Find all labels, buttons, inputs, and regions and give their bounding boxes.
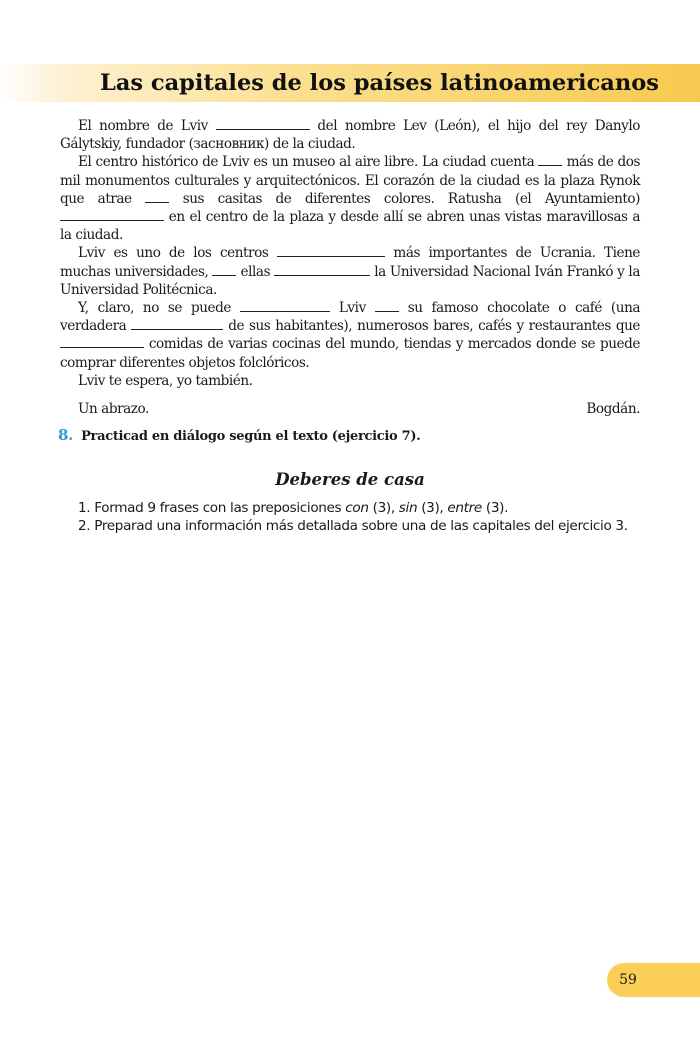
homework-list [60, 499, 640, 535]
blank-line[interactable] [277, 244, 385, 257]
letter-signoff [60, 400, 640, 418]
homework-item-2: 2. Preparad una información más detallada sobre una de las capitales del ejercicio 3. [78, 518, 628, 535]
blank-line[interactable] [274, 263, 370, 276]
text-span: comidas de varias cocinas del mundo, tiendas y mercados donde se puede comprar diferentes objetos folclóricos. [60, 336, 641, 371]
text-span: Y, claro, no se puede [78, 300, 231, 317]
blank-line[interactable] [212, 263, 236, 276]
letter-signature: Bogdán. [586, 401, 640, 418]
italic-word: sin [398, 500, 418, 516]
text-span: su famoso chocolate o café (una verdadera [60, 300, 641, 335]
blank-line[interactable] [216, 117, 310, 130]
text-span: El centro histórico de Lviv es un museo al aire libre. La ciudad cuenta [78, 154, 535, 171]
text-span: de sus habitantes), numerosos bares, cafés y restaurantes que [228, 318, 640, 335]
text-span: más de dos mil monumentos culturales y arquitectónicos. El corazón de la ciudad es la plaza Rynok que atrae [60, 154, 641, 207]
blank-line[interactable] [538, 153, 562, 166]
page-number: 59 [619, 972, 637, 988]
text-span: sus casitas de diferentes colores. Ratusha (el Ayuntamiento) [182, 190, 641, 207]
homework-item-1 [60, 499, 640, 517]
letter-text [60, 117, 640, 418]
text-span: (3), [372, 500, 395, 516]
text-span: más importantes de Ucrania. Tiene muchas universidades, [60, 245, 640, 280]
text-span: El nombre de Lviv [78, 118, 208, 134]
homework-title: Deberes de casa [275, 470, 425, 489]
text-span: 1. Formad 9 frases con las preposiciones [78, 500, 342, 516]
paragraph-1 [60, 117, 640, 153]
paragraph-5: Lviv te espera, yo también. [78, 372, 253, 389]
text-span: la Universidad Nacional Iván Frankó y la Universidad Politécnica. [60, 263, 640, 298]
text-span: en el centro de la plaza y desde allí se abren unas vistas maravillosas a la ciudad. [60, 209, 640, 244]
blank-line[interactable] [60, 335, 144, 348]
exercise-8 [58, 426, 643, 446]
text-span: del nombre Lev (León), el hijo del rey Danylo Gálytskiy, fundador (засновник) de la ciudad. [60, 118, 641, 153]
exercise-instruction: Practicad en diálogo según el texto (ejercicio 7). [81, 429, 421, 444]
paragraph-2 [60, 153, 640, 244]
letter-closing: Un abrazo. [78, 401, 149, 418]
italic-word: entre [447, 500, 482, 516]
text-span: (3). [485, 500, 509, 516]
text-span: Lviv [338, 300, 366, 317]
blank-line[interactable] [240, 299, 330, 312]
text-span: ellas [240, 263, 271, 280]
text-span: Lviv es uno de los centros [78, 245, 269, 262]
blank-line[interactable] [375, 299, 399, 312]
blank-line[interactable] [131, 317, 223, 330]
text-span: (3), [421, 500, 444, 516]
paragraph-3 [60, 244, 640, 299]
italic-word: con [345, 500, 369, 516]
blank-line[interactable] [60, 208, 164, 221]
page-title: Las capitales de los países latinoamericanos [100, 70, 659, 96]
exercise-number: 8. [58, 426, 74, 444]
blank-line[interactable] [145, 190, 169, 203]
paragraph-4 [60, 299, 640, 372]
